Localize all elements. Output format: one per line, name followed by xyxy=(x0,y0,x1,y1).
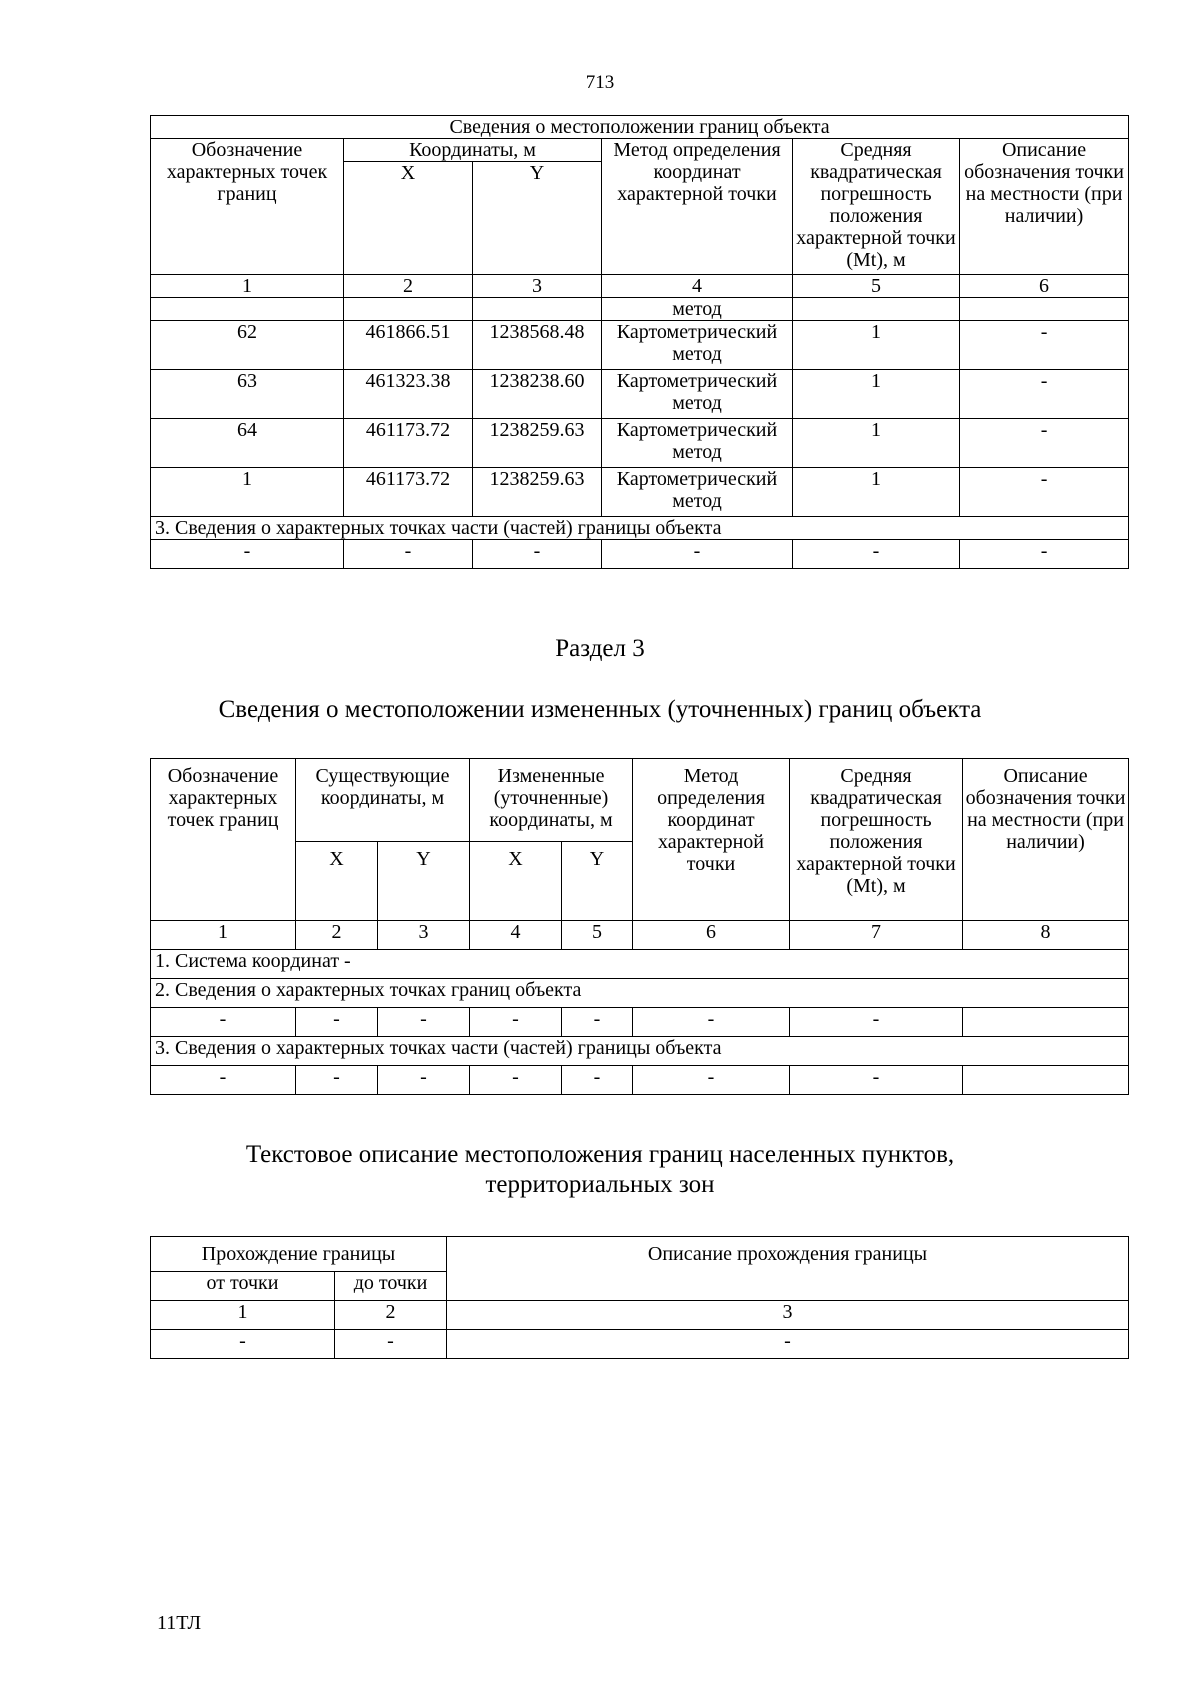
header-from: от точки xyxy=(151,1272,335,1301)
col-number: 7 xyxy=(790,921,963,950)
cell-dash: - xyxy=(562,1066,633,1095)
header-passage-desc: Описание прохождения границы xyxy=(447,1237,1129,1301)
cell-desc: - xyxy=(960,468,1129,517)
carry-text: метод xyxy=(602,298,793,321)
section-subtitle: Сведения о местоположении измененных (уточненных) границ объекта xyxy=(218,696,982,723)
cell-dash: - xyxy=(151,1066,296,1095)
cell-dash: - xyxy=(633,1066,790,1095)
cell-dash: - xyxy=(151,540,344,569)
cell-x: 461173.72 xyxy=(344,468,473,517)
cell-dash: - xyxy=(470,1066,562,1095)
col-number: 1 xyxy=(151,275,344,298)
header-method: Метод определения координат характерной точки xyxy=(633,759,790,921)
cell-dash: - xyxy=(151,1008,296,1037)
col-number: 1 xyxy=(151,921,296,950)
header-error: Средняя квадратическая погрешность положения характерной точки (Mt), м xyxy=(790,759,963,921)
cell-dash: - xyxy=(633,1008,790,1037)
cell-dash: - xyxy=(562,1008,633,1037)
footer-code: 11ТЛ xyxy=(157,1612,202,1634)
cell-point: 63 xyxy=(151,370,344,419)
cell-method: Картометрический метод xyxy=(602,370,793,419)
header-changed: Измененные (уточненные) координаты, м xyxy=(470,759,633,842)
cell-dash: - xyxy=(344,540,473,569)
table-row xyxy=(151,370,1129,419)
table-row xyxy=(151,468,1129,517)
header-point: Обозначение характерных точек границ xyxy=(151,139,344,275)
cell-dash: - xyxy=(378,1066,470,1095)
cell-point: 64 xyxy=(151,419,344,468)
cell-dash: - xyxy=(793,540,960,569)
cell-dash: - xyxy=(447,1330,1129,1359)
col-number: 5 xyxy=(562,921,633,950)
col-number: 3 xyxy=(473,275,602,298)
cell-dash: - xyxy=(296,1008,378,1037)
section-title: Раздел 3 xyxy=(555,635,645,662)
col-number: 5 xyxy=(793,275,960,298)
column-numbers-row xyxy=(151,275,1129,298)
header-to: до точки xyxy=(335,1272,447,1301)
cell-error: 1 xyxy=(793,370,960,419)
cell-x: 461323.38 xyxy=(344,370,473,419)
header-existing: Существующие координаты, м xyxy=(296,759,470,842)
cell-dash: - xyxy=(151,1330,335,1359)
cell-desc: - xyxy=(960,370,1129,419)
cell-x: 461866.51 xyxy=(344,321,473,370)
cell-dash: - xyxy=(335,1330,447,1359)
header-desc: Описание обозначения точки на местности (при наличии) xyxy=(960,139,1129,275)
col-number: 4 xyxy=(602,275,793,298)
table-row xyxy=(151,540,1129,569)
carry-over-row xyxy=(151,298,1129,321)
cell-y: 1238259.63 xyxy=(473,419,602,468)
cell-y: 1238568.48 xyxy=(473,321,602,370)
cell-dash: - xyxy=(378,1008,470,1037)
cell-method: Картометрический метод xyxy=(602,419,793,468)
cell-empty xyxy=(963,1066,1129,1095)
header-y: Y xyxy=(562,842,633,921)
cell-error: 1 xyxy=(793,419,960,468)
col-number: 8 xyxy=(963,921,1129,950)
cell-point: 1 xyxy=(151,468,344,517)
header-y: Y xyxy=(378,842,470,921)
parts-section-title: 3. Сведения о характерных точках части (частей) границы объекта xyxy=(151,1037,1129,1066)
header-x: X xyxy=(344,162,473,275)
col-number: 2 xyxy=(296,921,378,950)
cell-dash: - xyxy=(602,540,793,569)
table-row xyxy=(151,419,1129,468)
text-description-title: Текстовое описание местоположения границ населенных пунктов, территориальных зон xyxy=(245,1141,955,1198)
col-number: 1 xyxy=(151,1301,335,1330)
cell-desc: - xyxy=(960,419,1129,468)
header-coords: Координаты, м xyxy=(344,139,602,162)
cell-desc: - xyxy=(960,321,1129,370)
column-numbers-row xyxy=(151,921,1129,950)
header-point: Обозначение характерных точек границ xyxy=(151,759,296,921)
changed-boundaries-table xyxy=(150,758,1129,1095)
table-row xyxy=(151,1008,1129,1037)
page-number: 713 xyxy=(585,72,615,93)
table-row xyxy=(151,321,1129,370)
cell-y: 1238238.60 xyxy=(473,370,602,419)
header-passage: Прохождение границы xyxy=(151,1237,447,1272)
cell-method: Картометрический метод xyxy=(602,468,793,517)
cell-dash: - xyxy=(790,1008,963,1037)
cell-error: 1 xyxy=(793,321,960,370)
header-error: Средняя квадратическая погрешность положения характерной точки (Mt), м xyxy=(793,139,960,275)
col-number: 6 xyxy=(633,921,790,950)
cell-dash: - xyxy=(473,540,602,569)
cell-dash: - xyxy=(960,540,1129,569)
boundary-passage-table xyxy=(150,1236,1129,1359)
col-number: 4 xyxy=(470,921,562,950)
cell-dash: - xyxy=(296,1066,378,1095)
cell-method: Картометрический метод xyxy=(602,321,793,370)
cell-x: 461173.72 xyxy=(344,419,473,468)
boundaries-table xyxy=(150,115,1129,569)
cell-error: 1 xyxy=(793,468,960,517)
header-desc: Описание обозначения точки на местности (при наличии) xyxy=(963,759,1129,921)
col-number: 3 xyxy=(378,921,470,950)
header-x: X xyxy=(470,842,562,921)
cell-empty xyxy=(963,1008,1129,1037)
column-numbers-row xyxy=(151,1301,1129,1330)
coordinate-system: 1. Система координат - xyxy=(151,950,1129,979)
cell-point: 62 xyxy=(151,321,344,370)
table-row xyxy=(151,1066,1129,1095)
col-number: 3 xyxy=(447,1301,1129,1330)
header-method: Метод определения координат характерной точки xyxy=(602,139,793,275)
cell-y: 1238259.63 xyxy=(473,468,602,517)
header-y: Y xyxy=(473,162,602,275)
cell-dash: - xyxy=(470,1008,562,1037)
col-number: 6 xyxy=(960,275,1129,298)
col-number: 2 xyxy=(344,275,473,298)
points-section-title: 2. Сведения о характерных точках границ объекта xyxy=(151,979,1129,1008)
table-row xyxy=(151,1330,1129,1359)
header-x: X xyxy=(296,842,378,921)
col-number: 2 xyxy=(335,1301,447,1330)
cell-dash: - xyxy=(790,1066,963,1095)
table-title: Сведения о местоположении границ объекта xyxy=(151,116,1129,139)
parts-section-title: 3. Сведения о характерных точках части (частей) границы объекта xyxy=(151,517,1129,540)
